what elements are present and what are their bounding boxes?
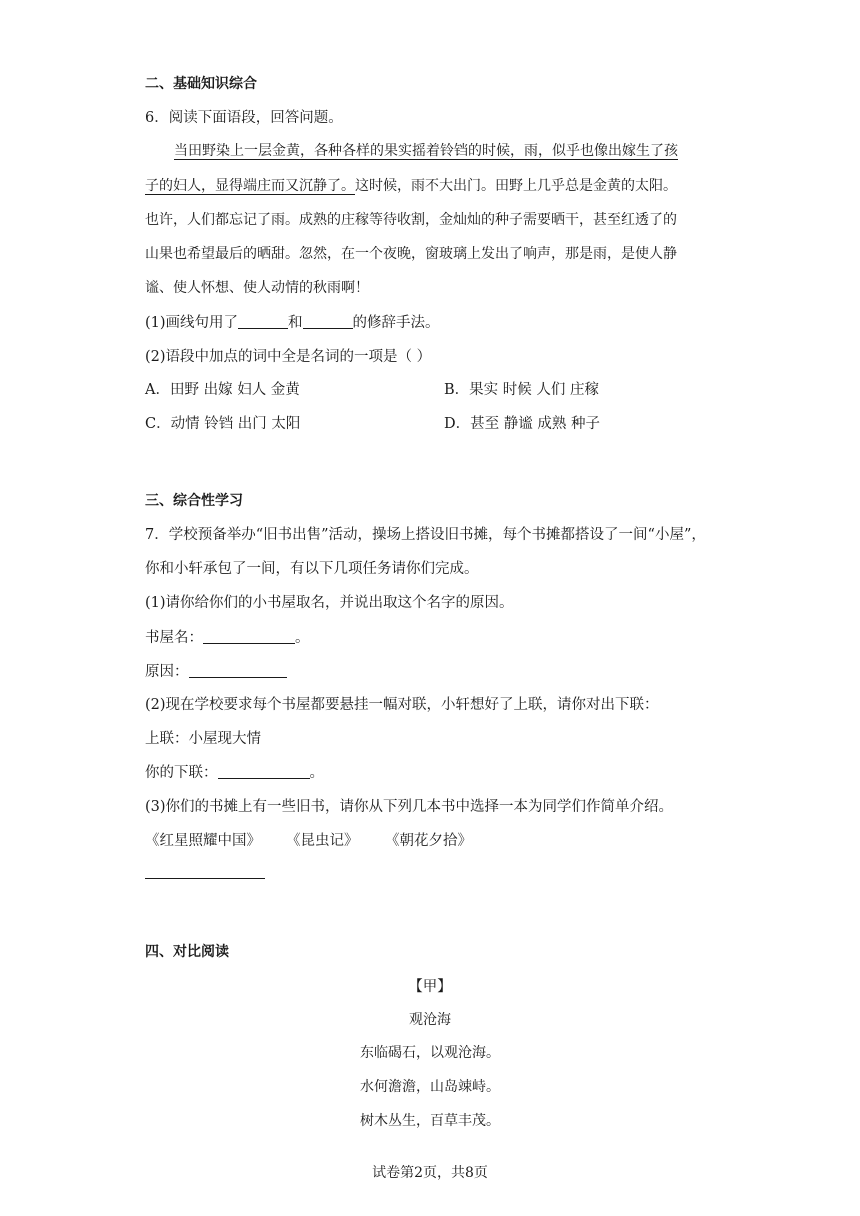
q7-part1: (1)请你给你们的小书屋取名，并说出取这个名字的原因。 xyxy=(145,595,514,611)
poem-line-2: 水何澹澹，山岛竦峙。 xyxy=(360,1079,500,1095)
answer-blank-2[interactable] xyxy=(303,314,353,329)
option-d[interactable]: D．甚至 静谧 成熟 种子 xyxy=(444,416,600,432)
book-2: 《昆虫记》 xyxy=(286,833,359,849)
book-intro-answer-line[interactable] xyxy=(145,878,265,879)
option-a[interactable]: A．田野 出嫁 妇人 金黄 xyxy=(145,382,300,398)
q6-part1-suffix: 的修辞手法。 xyxy=(352,315,440,331)
book-1: 《红星照耀中国》 xyxy=(145,833,261,849)
passage-jia-label: 【甲】 xyxy=(408,979,452,995)
passage-line-5: 谧、使人怀想、使人动情的秋雨啊！ xyxy=(145,280,369,296)
passage-line-2-rest: 这时候，雨不大出门。田野上几乎总是金黄的太阳。 xyxy=(355,178,677,194)
passage-line-1: 当田野染上一层金黄，各种各样的果实摇着铃铛的时候，雨，似乎也像出嫁生了孩 xyxy=(174,143,678,159)
poem-line-3: 树木丛生，百草丰茂。 xyxy=(360,1113,500,1129)
section-heading-3: 三、综合性学习 xyxy=(145,493,243,509)
shop-name-label: 书屋名： xyxy=(145,630,203,646)
passage-underlined-sentence: 子的妇人，显得端庄而又沉静了。 xyxy=(145,178,355,194)
poem-line-1: 东临碣石，以观沧海。 xyxy=(360,1045,500,1061)
lower-couplet-end: 。 xyxy=(309,765,324,781)
section-heading-4: 四、对比阅读 xyxy=(145,944,229,960)
upper-couplet: 上联：小屋现大情 xyxy=(145,731,261,747)
shop-name-row xyxy=(145,626,310,647)
q7-part3: (3)你们的书摊上有一些旧书，请你从下列几本书中选择一本为同学们作简单介绍。 xyxy=(145,799,674,815)
lower-couplet-row xyxy=(145,761,324,782)
lower-couplet-blank[interactable] xyxy=(218,764,310,779)
q6-part1 xyxy=(145,311,440,332)
question-6-stem: 6．阅读下面语段，回答问题。 xyxy=(145,110,343,126)
reason-blank[interactable] xyxy=(189,663,287,678)
page-footer: 试卷第2页，共8页 xyxy=(372,1165,488,1181)
q6-part2: (2)语段中加点的词中全是名词的一项是（ ） xyxy=(145,349,432,365)
option-c[interactable]: C．动情 铃铛 出门 太阳 xyxy=(145,416,301,432)
option-b[interactable]: B．果实 时候 人们 庄稼 xyxy=(444,382,599,398)
poem-title: 观沧海 xyxy=(409,1012,451,1028)
passage-line-3: 也许，人们都忘记了雨。成熟的庄稼等待收割，金灿灿的种子需要晒干，甚至红透了的 xyxy=(145,212,677,228)
question-7-line-1: 7．学校预备举办“旧书出售”活动，操场上搭设旧书摊，每个书摊都搭设了一间“小屋”， xyxy=(145,527,706,543)
passage-line-2 xyxy=(145,175,677,195)
q6-part1-prefix: (1)画线句用了 xyxy=(145,315,239,331)
q7-part2: (2)现在学校要求每个书屋都要悬挂一幅对联，小轩想好了上联，请你对出下联： xyxy=(145,697,659,713)
question-7-line-2: 你和小轩承包了一间，有以下几项任务请你们完成。 xyxy=(145,561,479,577)
shop-name-blank[interactable] xyxy=(203,629,295,644)
lower-couplet-label: 你的下联： xyxy=(145,765,218,781)
section-heading-2: 二、基础知识综合 xyxy=(145,76,257,92)
reason-row xyxy=(145,660,287,681)
q6-part1-and: 和 xyxy=(288,315,303,331)
shop-name-end: 。 xyxy=(295,630,310,646)
answer-blank-1[interactable] xyxy=(238,314,288,329)
book-3: 《朝花夕拾》 xyxy=(385,833,472,849)
reason-label: 原因： xyxy=(145,664,189,680)
passage-line-4: 山果也希望最后的晒甜。忽然，在一个夜晚，窗玻璃上发出了响声，那是雨，是使人静 xyxy=(145,246,677,262)
